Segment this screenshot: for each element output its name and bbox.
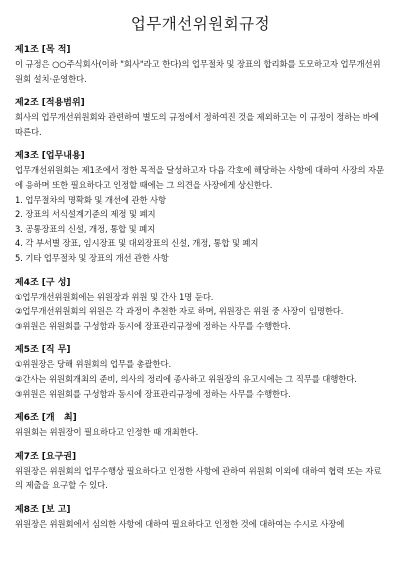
list-item: ①위원장은 당해 위원회의 업무를 총괄한다. xyxy=(15,359,172,370)
list-item: 1. 업무절차의 명확화 및 개선에 관한 사항 xyxy=(15,194,167,205)
article-6 xyxy=(15,412,386,440)
article-heading: 제1조 [목 적] xyxy=(15,45,71,55)
spacer xyxy=(15,86,386,97)
spacer xyxy=(15,493,386,504)
article-heading: 제4조 [구 성] xyxy=(15,277,71,288)
article-1 xyxy=(15,44,386,86)
article-heading: 제3조 [업무내용] xyxy=(15,151,85,162)
spacer xyxy=(15,440,386,451)
list-item: ③위원은 위원회를 구성함과 동시에 장표관리규정에 정하는 사무를 수행한다. xyxy=(15,388,291,399)
list-item: ②업무개선위원회의 위원은 각 과정이 추천한 자로 하며, 위원장은 위원 중 사장이 임명한다. xyxy=(15,306,344,317)
article-paragraph: 위원회는 위원장이 필요하다고 인정한 때 개최한다. xyxy=(15,427,199,438)
article-heading: 제5조 [직 무] xyxy=(15,345,71,356)
article-4 xyxy=(15,277,386,334)
article-8 xyxy=(15,504,386,532)
article-5 xyxy=(15,344,386,401)
article-paragraph: 회사의 업무개선위원회와 관련하여 별도의 규정에서 정하여진 것을 제외하고는 이 규정이 정하는 바에 따른다. xyxy=(15,112,379,137)
spacer xyxy=(15,266,386,277)
article-7 xyxy=(15,451,386,493)
article-heading: 제6조 [개 최] xyxy=(15,413,77,424)
article-paragraph: 위원장은 위원회의 업무수행상 필요하다고 인정한 사항에 관하여 위원회 이외에 대하여 협력 또는 자료의 제출을 요구할 수 있다. xyxy=(15,465,382,491)
article-paragraph: 이 규정은 ○○주식회사(이하 "회사"라고 한다)의 업무절차 및 장표의 합리화를 도모하고자 업무개선위원회 설치·운영한다. xyxy=(15,59,381,84)
list-item: 4. 각 부서별 장표, 임시장표 및 대외장표의 신설, 개정, 통합 및 폐지 xyxy=(15,238,259,249)
spacer xyxy=(15,401,386,412)
article-paragraph: 업무개선위원회는 제1조에서 정한 목적을 달성하고자 다음 각호에 해당하는 사항에 대하여 사장의 자문에 응하며 또한 필요하다고 인정할 때에는 그 의견을 사장에게 상신한다. xyxy=(15,165,385,190)
article-heading: 제2조 [적용범위] xyxy=(15,98,85,109)
spacer xyxy=(15,139,386,150)
list-item: 5. 기타 업무절차 및 장표의 개선 관한 사항 xyxy=(15,252,169,263)
document-title: 업무개선위원회규정 xyxy=(130,15,271,33)
list-item: ②간사는 위원회개최의 준비, 의사의 정리에 종사하고 위원장의 유고시에는 그 직무를 대행한다. xyxy=(15,373,357,384)
article-heading: 제7조 [요구권] xyxy=(15,451,77,462)
list-item: ①업무개선위원회에는 위원장과 위원 및 간사 1명 둔다. xyxy=(15,291,214,302)
list-item: 3. 공통장표의 신설, 개정, 통합 및 폐지 xyxy=(15,223,156,234)
article-3 xyxy=(15,150,386,265)
article-heading: 제8조 [보 고] xyxy=(15,504,71,515)
spacer xyxy=(15,333,386,344)
list-item: 2. 장표의 서식설계기준의 제정 및 폐지 xyxy=(15,209,156,220)
list-item: ③위원은 위원회를 구성함과 동시에 장표관리규정에 정하는 사무를 수행한다. xyxy=(15,320,291,331)
article-2 xyxy=(15,97,386,139)
article-paragraph: 위원장은 위원회에서 심의한 사항에 대하여 필요하다고 인정한 것에 대하여는 수시로 사장에 xyxy=(15,518,345,529)
